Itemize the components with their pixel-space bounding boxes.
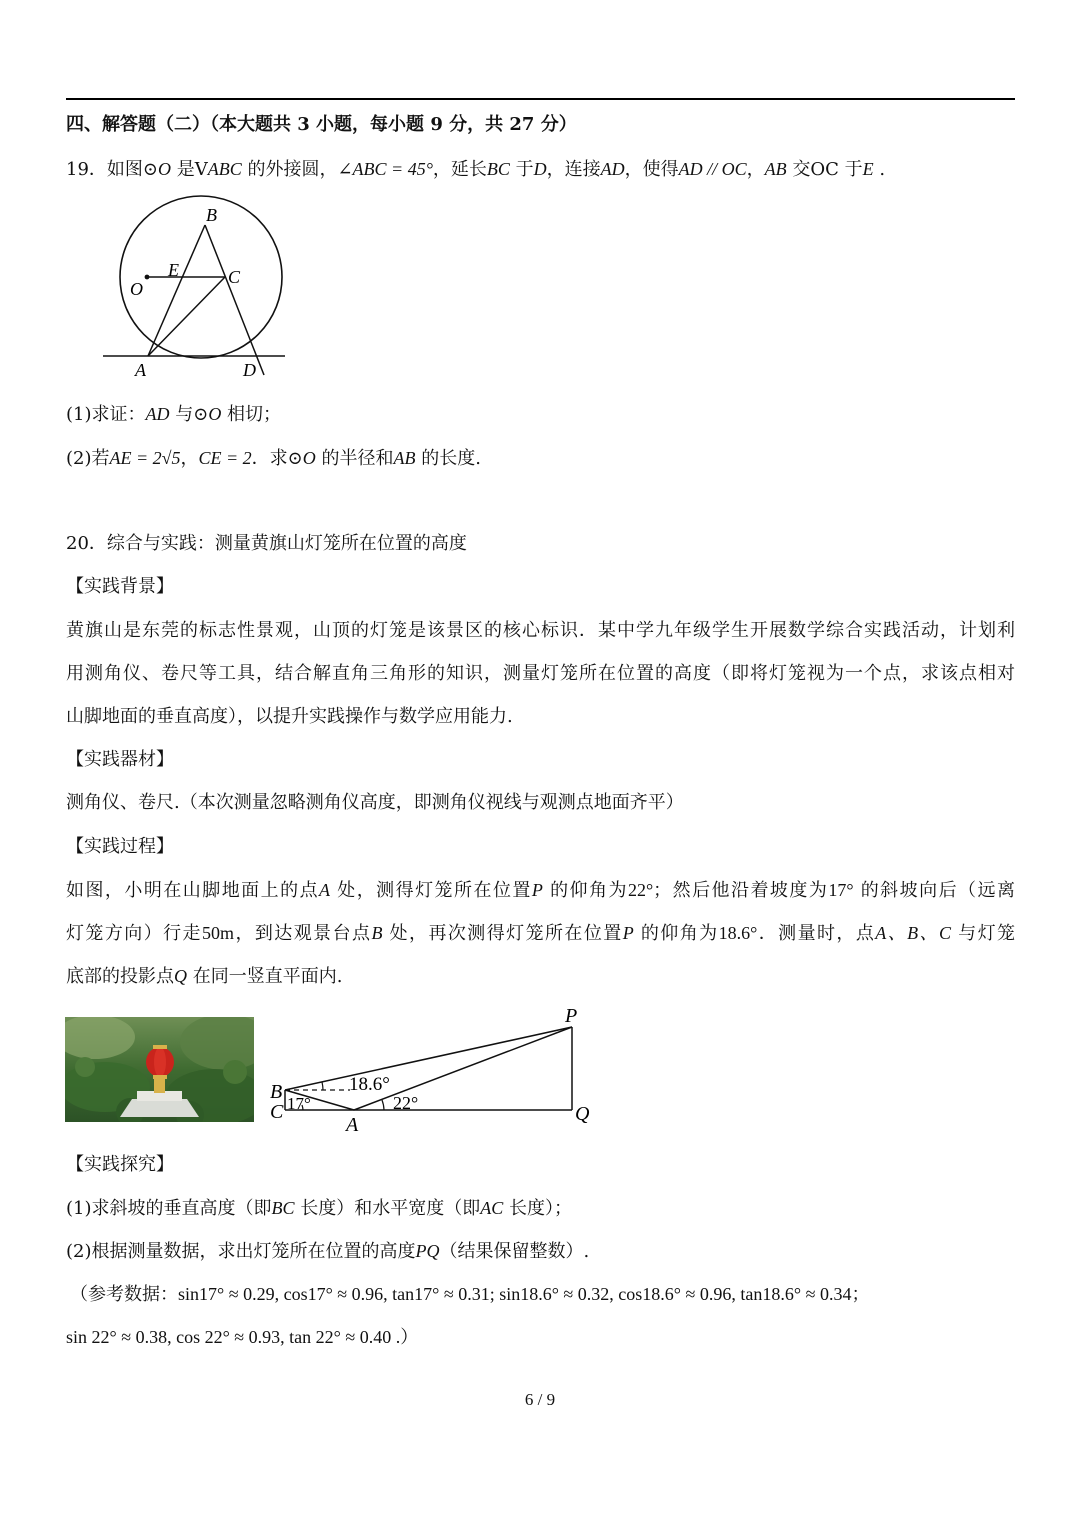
background-header: 【实践背景】 [66,576,174,597]
label-angle-c: 17° [287,1094,311,1113]
page-number: 6 / 9 [524,1390,556,1409]
process-text-2: 灯笼方向）行走50m，到达观景台点B 处，再次测得灯笼所在位置P 的仰角为18.6°．测量时，点A、B、C 与灯笼 [66,923,1016,944]
label-c: C [228,267,241,287]
lantern-photo-image [65,1017,254,1122]
q19-stem: 19．如图⊙O 是VABC 的外接圆，∠ABC = 45°，延长BC 于D，连接AD，使得AD // OC，AB 交OC 于E . [66,159,886,180]
explore-header: 【实践探究】 [66,1154,174,1175]
lantern-photo [65,1017,254,1122]
label-q: Q [575,1103,590,1125]
explore-part1: (1)求斜坡的垂直高度（即BC 长度）和水平宽度（即AC 长度）； [66,1198,572,1219]
label-e: E [168,260,179,280]
center-point [145,275,150,280]
q19-circle-diagram [55,195,300,385]
label-b2: B [270,1081,283,1103]
header-rule [66,98,1015,100]
line-bd [205,225,264,375]
background-text-2: 用测角仪、卷尺等工具，结合解直角三角形的知识，测量灯笼所在位置的高度（即将灯笼视为一个点，求该点相对 [66,663,1015,684]
explore-part2: (2)根据测量数据，求出灯笼所在位置的高度PQ（结果保留整数）. [66,1241,590,1262]
label-c2: C [270,1101,284,1123]
materials-text: 测角仪、卷尺.（本次测量忽略测角仪高度，即测角仪视线与观测点地面齐平） [66,792,684,813]
label-a: A [135,360,146,380]
process-text-1: 如图，小明在山脚地面上的点A 处，测得灯笼所在位置P 的仰角为22°；然后他沿着坡度为17° 的斜坡向后（远离 [66,880,1015,901]
arc-angle-b [322,1082,323,1090]
reference-data-2: sin 22° ≈ 0.38, cos 22° ≈ 0.93, tan 22° ≈ 0.40 .） [66,1327,419,1347]
label-b: B [206,205,217,225]
label-angle-a: 22° [393,1093,419,1113]
segment-ab [148,225,205,356]
q20-title: 20．综合与实践：测量黄旗山灯笼所在位置的高度 [66,533,467,554]
q19-part1: (1)求证：AD 与⊙O 相切； [66,404,282,425]
background-text-3: 山脚地面的垂直高度），以提升实践操作与数学应用能力. [66,706,513,727]
process-text-3: 底部的投影点Q 在同一竖直平面内. [66,966,343,987]
q19-number: 19． [66,159,107,180]
segment-bp [285,1027,572,1090]
label-p: P [565,1005,578,1027]
arc-angle-a [382,1100,384,1110]
process-header: 【实践过程】 [66,836,174,857]
label-a2: A [346,1114,359,1136]
section-heading: 四、解答题（二）（本大题共 3 小题，每小题 9 分，共 27 分） [66,114,577,135]
background-text-1: 黄旗山是东莞的标志性景观，山顶的灯笼是该景区的核心标识．某中学九年级学生开展数学综合实践活动，计划利 [66,620,1015,641]
segment-ac [148,277,225,356]
reference-data-1: （参考数据：sin17° ≈ 0.29, cos17° ≈ 0.96, tan17° ≈ 0.31; sin18.6° ≈ 0.32, cos18.6° ≈ 0.96, tan18.6° ≈ 0.34； [70,1284,870,1305]
label-o: O [130,279,143,299]
q19-part2: (2)若AE = 2√5，CE = 2．求⊙O 的半径和AB 的长度. [66,448,481,469]
segment-ap [354,1027,572,1110]
q20-slope-diagram [265,1000,605,1140]
materials-header: 【实践器材】 [66,749,174,770]
label-d: D [243,360,256,380]
q20-number: 20． [66,533,107,554]
label-angle-b: 18.6° [349,1074,390,1095]
